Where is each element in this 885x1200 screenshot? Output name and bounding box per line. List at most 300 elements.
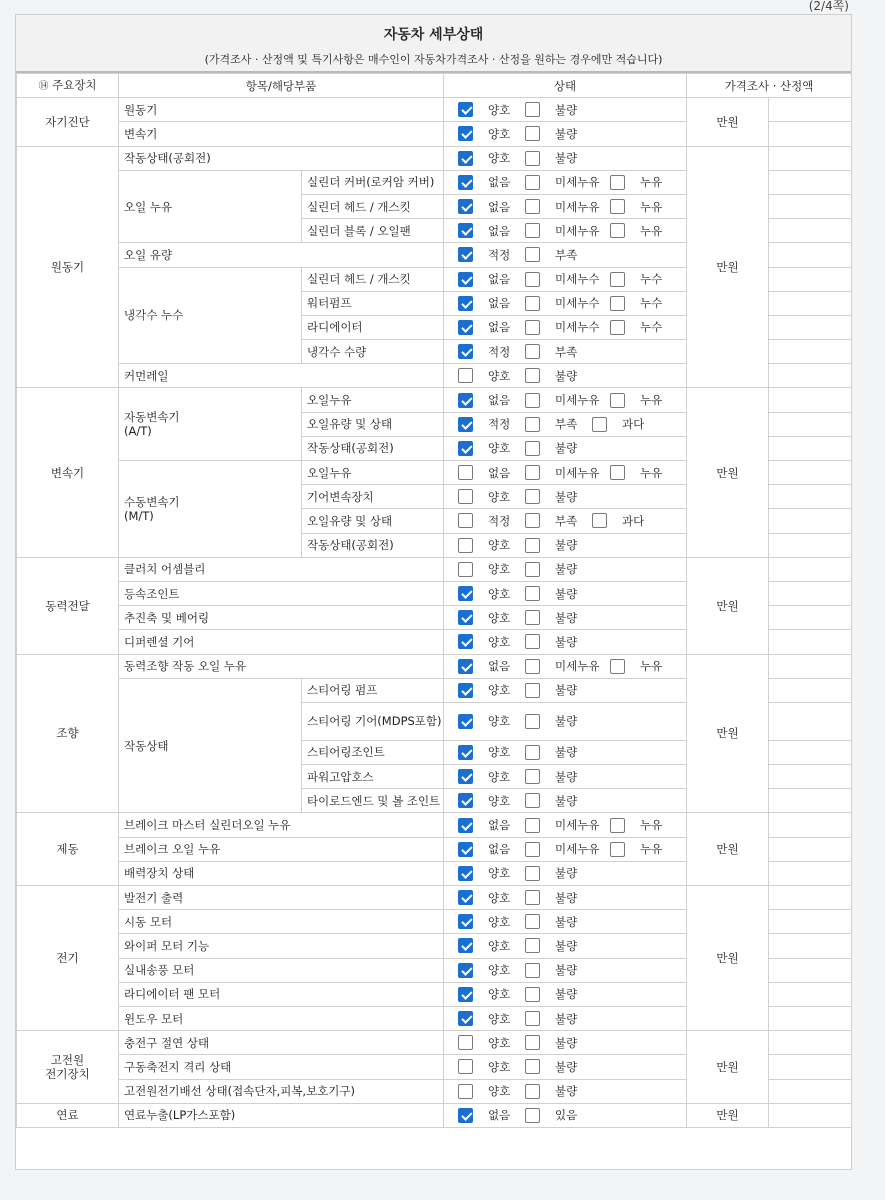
- table-row: [17, 98, 852, 122]
- checkbox[interactable]: [525, 102, 540, 117]
- checkbox[interactable]: [610, 296, 625, 311]
- item-cell: 브레이크 오일 누유: [119, 837, 444, 861]
- price-input-cell[interactable]: [769, 1079, 852, 1103]
- checkbox[interactable]: [525, 417, 540, 432]
- checkbox[interactable]: [592, 417, 607, 432]
- header-item: 항목/해당부품: [119, 74, 444, 98]
- checkbox[interactable]: [525, 538, 540, 553]
- state-option[interactable]: [458, 938, 525, 953]
- state-option[interactable]: [525, 963, 592, 978]
- state-option[interactable]: [458, 368, 525, 383]
- checkbox[interactable]: [525, 793, 540, 808]
- checkbox[interactable]: [525, 393, 540, 408]
- state-option[interactable]: [525, 1059, 592, 1074]
- option-label: 불량: [555, 610, 578, 625]
- option-label: 양호: [488, 1059, 511, 1074]
- checkbox[interactable]: [610, 842, 625, 857]
- price-input-cell[interactable]: [769, 958, 852, 982]
- state-cell: [444, 315, 687, 339]
- option-label: 양호: [488, 1035, 511, 1050]
- state-option[interactable]: [458, 344, 525, 359]
- checked-checkbox[interactable]: [458, 793, 473, 808]
- state-option[interactable]: [610, 175, 677, 190]
- item-cell: 변속기: [119, 122, 444, 146]
- checkbox[interactable]: [525, 175, 540, 190]
- checkbox[interactable]: [610, 199, 625, 214]
- price-input-cell[interactable]: [769, 934, 852, 958]
- state-option[interactable]: [458, 538, 525, 553]
- price-input-cell[interactable]: [769, 98, 852, 122]
- state-cell: [444, 146, 687, 170]
- state-option[interactable]: [525, 368, 592, 383]
- state-option[interactable]: [458, 320, 525, 335]
- checkbox[interactable]: [525, 818, 540, 833]
- state-option[interactable]: [525, 102, 592, 117]
- checkbox[interactable]: [525, 610, 540, 625]
- checked-checkbox[interactable]: [458, 102, 473, 117]
- price-input-cell[interactable]: [769, 813, 852, 837]
- price-input-cell[interactable]: [769, 146, 852, 170]
- checked-checkbox[interactable]: [458, 938, 473, 953]
- checkbox[interactable]: [525, 714, 540, 729]
- checked-checkbox[interactable]: [458, 417, 473, 432]
- state-option[interactable]: [525, 126, 592, 141]
- item-cell: 디퍼렌셜 기어: [119, 630, 444, 654]
- state-option[interactable]: [525, 987, 592, 1002]
- state-option[interactable]: [525, 199, 610, 214]
- state-option[interactable]: [592, 417, 659, 432]
- checked-checkbox[interactable]: [458, 223, 473, 238]
- state-option[interactable]: [458, 199, 525, 214]
- price-input-cell[interactable]: [769, 170, 852, 194]
- price-input-cell[interactable]: [769, 461, 852, 485]
- state-option[interactable]: [458, 417, 525, 432]
- state-option[interactable]: [458, 151, 525, 166]
- state-option[interactable]: [458, 866, 525, 881]
- checked-checkbox[interactable]: [458, 963, 473, 978]
- checked-checkbox[interactable]: [458, 634, 473, 649]
- state-option[interactable]: [525, 683, 592, 698]
- price-input-cell[interactable]: [769, 910, 852, 934]
- state-option[interactable]: [458, 1035, 525, 1050]
- state-option[interactable]: [525, 562, 592, 577]
- checked-checkbox[interactable]: [458, 914, 473, 929]
- option-label: 양호: [488, 368, 511, 383]
- price-input-cell[interactable]: [769, 982, 852, 1006]
- state-option[interactable]: [458, 793, 525, 808]
- state-cell: [444, 1031, 687, 1055]
- option-label: 누유: [640, 199, 663, 214]
- state-option[interactable]: [458, 745, 525, 760]
- price-input-cell[interactable]: [769, 861, 852, 885]
- state-option[interactable]: [458, 714, 525, 729]
- state-option[interactable]: [610, 320, 677, 335]
- checked-checkbox[interactable]: [458, 151, 473, 166]
- price-input-cell[interactable]: [769, 533, 852, 557]
- state-option[interactable]: [525, 610, 592, 625]
- state-option[interactable]: [525, 296, 610, 311]
- checkbox[interactable]: [458, 1059, 473, 1074]
- checkbox[interactable]: [525, 1108, 540, 1123]
- checkbox[interactable]: [525, 247, 540, 262]
- option-label: 누유: [640, 818, 663, 833]
- state-option[interactable]: [525, 793, 592, 808]
- checkbox[interactable]: [525, 199, 540, 214]
- checkbox[interactable]: [525, 465, 540, 480]
- state-option[interactable]: [525, 745, 592, 760]
- state-option[interactable]: [458, 963, 525, 978]
- price-input-cell[interactable]: [769, 485, 852, 509]
- checkbox[interactable]: [525, 296, 540, 311]
- state-option[interactable]: [458, 272, 525, 287]
- checkbox[interactable]: [610, 465, 625, 480]
- checkbox[interactable]: [610, 175, 625, 190]
- price-input-cell[interactable]: [769, 219, 852, 243]
- checkbox[interactable]: [525, 368, 540, 383]
- state-option[interactable]: [610, 465, 677, 480]
- price-input-cell[interactable]: [769, 606, 852, 630]
- state-option[interactable]: [525, 538, 592, 553]
- state-option[interactable]: [525, 513, 592, 528]
- state-option[interactable]: [458, 659, 525, 674]
- checked-checkbox[interactable]: [458, 610, 473, 625]
- checkbox[interactable]: [458, 513, 473, 528]
- option-label: 불량: [555, 914, 578, 929]
- checkbox[interactable]: [525, 223, 540, 238]
- checked-checkbox[interactable]: [458, 393, 473, 408]
- state-option[interactable]: [458, 223, 525, 238]
- table-row: [17, 388, 852, 412]
- table-body: [17, 98, 852, 1128]
- state-option[interactable]: [525, 393, 610, 408]
- checked-checkbox[interactable]: [458, 866, 473, 881]
- state-option[interactable]: [458, 513, 525, 528]
- checkbox[interactable]: [525, 890, 540, 905]
- state-option[interactable]: [458, 769, 525, 784]
- checkbox[interactable]: [525, 344, 540, 359]
- checked-checkbox[interactable]: [458, 247, 473, 262]
- state-option[interactable]: [458, 914, 525, 929]
- state-option[interactable]: [458, 175, 525, 190]
- state-option[interactable]: [525, 866, 592, 881]
- state-option[interactable]: [525, 1108, 592, 1123]
- price-input-cell[interactable]: [769, 436, 852, 460]
- option-label: 양호: [488, 610, 511, 625]
- price-input-cell[interactable]: [769, 291, 852, 315]
- state-option[interactable]: [525, 441, 592, 456]
- option-label: 양호: [488, 1011, 511, 1026]
- checked-checkbox[interactable]: [458, 272, 473, 287]
- price-input-cell[interactable]: [769, 1103, 852, 1127]
- state-cell: [444, 837, 687, 861]
- price-input-cell[interactable]: [769, 388, 852, 412]
- state-option[interactable]: [525, 1084, 592, 1099]
- checkbox[interactable]: [458, 368, 473, 383]
- state-option[interactable]: [458, 586, 525, 601]
- state-option[interactable]: [525, 272, 610, 287]
- state-option[interactable]: [525, 890, 592, 905]
- state-option[interactable]: [525, 586, 592, 601]
- option-label: 양호: [488, 102, 511, 117]
- state-option[interactable]: [525, 151, 592, 166]
- checkbox[interactable]: [525, 987, 540, 1002]
- item-cell: 발전기 출력: [119, 886, 444, 910]
- checkbox[interactable]: [525, 634, 540, 649]
- state-option[interactable]: [610, 223, 677, 238]
- option-label: 불량: [555, 683, 578, 698]
- price-input-cell[interactable]: [769, 702, 852, 740]
- state-option[interactable]: [458, 296, 525, 311]
- option-label: 양호: [488, 914, 511, 929]
- checked-checkbox[interactable]: [458, 842, 473, 857]
- price-input-cell[interactable]: [769, 740, 852, 764]
- checkbox[interactable]: [525, 938, 540, 953]
- checked-checkbox[interactable]: [458, 1011, 473, 1026]
- item-cell: 브레이크 마스터 실린더오일 누유: [119, 813, 444, 837]
- option-label: 미세누유: [555, 393, 600, 408]
- checkbox[interactable]: [525, 441, 540, 456]
- state-option[interactable]: [610, 818, 677, 833]
- state-cell: [444, 1079, 687, 1103]
- option-label: 양호: [488, 938, 511, 953]
- checked-checkbox[interactable]: [458, 987, 473, 1002]
- option-label: 미세누수: [555, 272, 600, 287]
- state-cell: [444, 340, 687, 364]
- checkbox[interactable]: [525, 320, 540, 335]
- state-option[interactable]: [525, 818, 610, 833]
- state-cell: [444, 557, 687, 581]
- state-option[interactable]: [525, 1035, 592, 1050]
- option-label: 불량: [555, 562, 578, 577]
- option-label: 적정: [488, 417, 511, 432]
- option-label: 과다: [622, 513, 645, 528]
- state-option[interactable]: [458, 610, 525, 625]
- checkbox[interactable]: [458, 538, 473, 553]
- price-input-cell[interactable]: [769, 837, 852, 861]
- state-option[interactable]: [458, 562, 525, 577]
- state-option[interactable]: [458, 1084, 525, 1099]
- option-label: 양호: [488, 963, 511, 978]
- price-input-cell[interactable]: [769, 1055, 852, 1079]
- checkbox[interactable]: [458, 1084, 473, 1099]
- checkbox[interactable]: [525, 151, 540, 166]
- item-cell: 시동 모터: [119, 910, 444, 934]
- checkbox[interactable]: [525, 769, 540, 784]
- price-input-cell[interactable]: [769, 581, 852, 605]
- checked-checkbox[interactable]: [458, 745, 473, 760]
- state-option[interactable]: [458, 842, 525, 857]
- state-cell: [444, 194, 687, 218]
- state-cell: [444, 267, 687, 291]
- state-option[interactable]: [458, 818, 525, 833]
- state-option[interactable]: [525, 465, 610, 480]
- state-option[interactable]: [610, 296, 677, 311]
- checkbox[interactable]: [525, 842, 540, 857]
- checked-checkbox[interactable]: [458, 126, 473, 141]
- checkbox[interactable]: [458, 562, 473, 577]
- checked-checkbox[interactable]: [458, 344, 473, 359]
- price-input-cell[interactable]: [769, 557, 852, 581]
- header-main-device: ⑭ 주요장치: [17, 74, 119, 98]
- checkbox[interactable]: [610, 223, 625, 238]
- state-option[interactable]: [525, 659, 610, 674]
- checked-checkbox[interactable]: [458, 1108, 473, 1123]
- state-cell: [444, 412, 687, 436]
- state-cell: [444, 98, 687, 122]
- option-label: 불량: [555, 1011, 578, 1026]
- price-input-cell[interactable]: [769, 678, 852, 702]
- price-input-cell[interactable]: [769, 243, 852, 267]
- price-input-cell[interactable]: [769, 364, 852, 388]
- checkbox[interactable]: [525, 489, 540, 504]
- state-option[interactable]: [525, 914, 592, 929]
- header-price: 가격조사 · 산정액: [687, 74, 852, 98]
- checkbox[interactable]: [525, 866, 540, 881]
- state-option[interactable]: [525, 1011, 592, 1026]
- state-option[interactable]: [458, 247, 525, 262]
- state-option[interactable]: [610, 199, 677, 214]
- state-option[interactable]: [610, 272, 677, 287]
- checkbox[interactable]: [525, 659, 540, 674]
- state-option[interactable]: [458, 102, 525, 117]
- option-label: 미세누수: [555, 296, 600, 311]
- checkbox[interactable]: [525, 1084, 540, 1099]
- checked-checkbox[interactable]: [458, 586, 473, 601]
- checkbox[interactable]: [592, 513, 607, 528]
- checkbox[interactable]: [525, 1011, 540, 1026]
- checked-checkbox[interactable]: [458, 683, 473, 698]
- item-cell: 연료누출(LP가스포함): [119, 1103, 444, 1127]
- sub-item-cell: 오일유량 및 상태: [302, 509, 444, 533]
- state-option[interactable]: [458, 634, 525, 649]
- checkbox[interactable]: [458, 1035, 473, 1050]
- sub-item-cell: 스티어링 기어(MDPS포함): [302, 702, 444, 740]
- option-label: 양호: [488, 634, 511, 649]
- state-option[interactable]: [610, 393, 677, 408]
- checkbox[interactable]: [525, 1035, 540, 1050]
- state-option[interactable]: [458, 683, 525, 698]
- checkbox[interactable]: [525, 683, 540, 698]
- state-option[interactable]: [610, 842, 677, 857]
- checkbox[interactable]: [610, 320, 625, 335]
- checked-checkbox[interactable]: [458, 296, 473, 311]
- checkbox[interactable]: [610, 272, 625, 287]
- state-option[interactable]: [525, 769, 592, 784]
- price-input-cell[interactable]: [769, 412, 852, 436]
- state-option[interactable]: [525, 634, 592, 649]
- checkbox[interactable]: [525, 126, 540, 141]
- state-option[interactable]: [525, 842, 610, 857]
- option-label: 없음: [488, 659, 511, 674]
- inspection-sheet: [15, 14, 852, 1170]
- state-option[interactable]: [458, 987, 525, 1002]
- checked-checkbox[interactable]: [458, 659, 473, 674]
- checkbox[interactable]: [610, 393, 625, 408]
- state-option[interactable]: [525, 714, 592, 729]
- state-option[interactable]: [525, 320, 610, 335]
- price-input-cell[interactable]: [769, 630, 852, 654]
- state-option[interactable]: [458, 1059, 525, 1074]
- checkbox[interactable]: [525, 272, 540, 287]
- checkbox[interactable]: [525, 914, 540, 929]
- price-input-cell[interactable]: [769, 1006, 852, 1030]
- checkbox[interactable]: [525, 963, 540, 978]
- option-label: 부족: [555, 247, 578, 262]
- state-option[interactable]: [525, 417, 592, 432]
- checked-checkbox[interactable]: [458, 175, 473, 190]
- state-option[interactable]: [458, 890, 525, 905]
- checkbox[interactable]: [525, 562, 540, 577]
- price-input-cell[interactable]: [769, 267, 852, 291]
- price-unit-cell: 만원: [687, 557, 769, 654]
- checkbox[interactable]: [458, 489, 473, 504]
- checked-checkbox[interactable]: [458, 320, 473, 335]
- state-option[interactable]: [525, 344, 592, 359]
- state-option[interactable]: [458, 465, 525, 480]
- checked-checkbox[interactable]: [458, 769, 473, 784]
- table-row: [17, 654, 852, 678]
- price-input-cell[interactable]: [769, 886, 852, 910]
- state-cell: [444, 243, 687, 267]
- checkbox[interactable]: [525, 745, 540, 760]
- checked-checkbox[interactable]: [458, 199, 473, 214]
- state-option[interactable]: [610, 659, 677, 674]
- state-option[interactable]: [458, 126, 525, 141]
- checkbox[interactable]: [525, 1059, 540, 1074]
- checkbox[interactable]: [458, 465, 473, 480]
- checkbox[interactable]: [525, 513, 540, 528]
- option-label: 양호: [488, 586, 511, 601]
- checkbox[interactable]: [525, 586, 540, 601]
- price-input-cell[interactable]: [769, 1031, 852, 1055]
- checked-checkbox[interactable]: [458, 890, 473, 905]
- price-input-cell[interactable]: [769, 194, 852, 218]
- checked-checkbox[interactable]: [458, 441, 473, 456]
- price-input-cell[interactable]: [769, 765, 852, 789]
- price-unit-cell: 만원: [687, 98, 769, 146]
- option-label: 부족: [555, 344, 578, 359]
- state-cell: [444, 509, 687, 533]
- state-option[interactable]: [592, 513, 659, 528]
- state-option[interactable]: [525, 489, 592, 504]
- state-option[interactable]: [458, 1108, 525, 1123]
- option-label: 불량: [555, 745, 578, 760]
- price-input-cell[interactable]: [769, 340, 852, 364]
- state-option[interactable]: [458, 393, 525, 408]
- price-unit-cell: 만원: [687, 813, 769, 886]
- option-label: 불량: [555, 368, 578, 383]
- item-cell: 클러치 어셈블리: [119, 557, 444, 581]
- state-option[interactable]: [525, 247, 592, 262]
- price-input-cell[interactable]: [769, 654, 852, 678]
- option-label: 양호: [488, 793, 511, 808]
- item-cell: 라디에이터 팬 모터: [119, 982, 444, 1006]
- state-option[interactable]: [525, 175, 610, 190]
- state-option[interactable]: [458, 441, 525, 456]
- checked-checkbox[interactable]: [458, 714, 473, 729]
- checked-checkbox[interactable]: [458, 818, 473, 833]
- state-option[interactable]: [458, 1011, 525, 1026]
- price-input-cell[interactable]: [769, 509, 852, 533]
- checkbox[interactable]: [610, 659, 625, 674]
- checkbox[interactable]: [610, 818, 625, 833]
- state-option[interactable]: [525, 938, 592, 953]
- state-option[interactable]: [525, 223, 610, 238]
- state-option[interactable]: [458, 489, 525, 504]
- price-input-cell[interactable]: [769, 122, 852, 146]
- price-input-cell[interactable]: [769, 315, 852, 339]
- price-input-cell[interactable]: [769, 789, 852, 813]
